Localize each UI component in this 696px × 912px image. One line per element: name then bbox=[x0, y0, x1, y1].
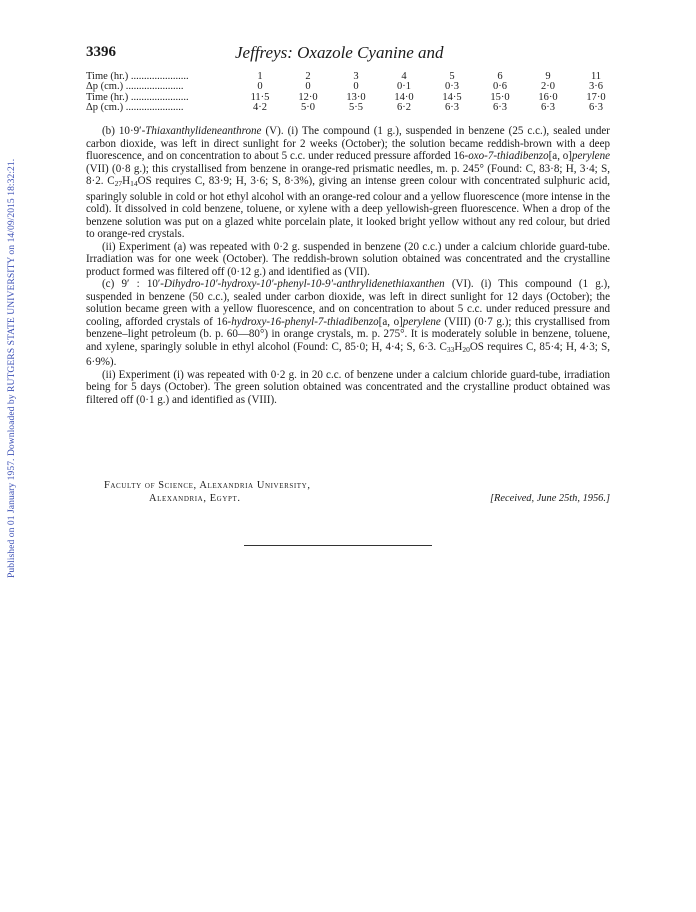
paragraph-c-ii: (ii) Experiment (i) was repeated with 0·2 g. in 20 c.c. of benzene under a calcium chloride guard-tube, irradiation being for 5 days (October). The green solution obtained was concentrated and the crystalline product obtained was filtered off (0·1 g.) and identified as (VIII). bbox=[86, 368, 610, 406]
affiliation-line-2: Alexandria, Egypt. bbox=[149, 493, 241, 504]
table-cell: 5·5 bbox=[349, 102, 363, 114]
table-cell: 14·5 bbox=[442, 91, 462, 103]
table-cell: 6 bbox=[497, 71, 503, 82]
table-cell: 3·6 bbox=[589, 81, 603, 93]
table-cell: 11·5 bbox=[250, 91, 270, 103]
received-date: [Received, June 25th, 1956.] bbox=[489, 493, 610, 504]
compound-vi-name: Dihydro-10′-hydroxy-10′-phenyl-10-9′-anthrylidenethiaxanthen bbox=[163, 278, 445, 290]
table-cell: 5·0 bbox=[301, 102, 315, 114]
table-row-label: Δp (cm.) ...................... bbox=[86, 102, 184, 114]
table-cell: 3 bbox=[353, 71, 359, 82]
table-cell: 15·0 bbox=[490, 91, 510, 103]
table-cell: 0·6 bbox=[493, 81, 507, 93]
table-cell: 2 bbox=[305, 71, 311, 82]
table-cell: 6·3 bbox=[445, 102, 459, 114]
paragraph-b-text-2: (VII) (0·8 g.); this crystallised from benzene in orange-red prismatic needles, m. p. 245° (Found: C, 83·8; H, 3·4; S, 8·2. C bbox=[86, 162, 610, 187]
paragraph-c-text-2: (VIII) (0·7 g.); this crystallised from benzene–light petroleum (b. p. 60—80°) in orange crystals, m. p. 275°. It is moderately soluble in benzene, toluene, and xylene, sparingly soluble in ethyl alcohol (Found: C, 85·0; H, 4·4; S, 6·3. C bbox=[86, 315, 610, 353]
formula-subscript: 14 bbox=[130, 179, 138, 188]
table-row bbox=[86, 103, 620, 113]
table-cell: 4·2 bbox=[253, 102, 267, 114]
paragraph-b-ii: (ii) Experiment (a) was repeated with 0·2 g. suspended in benzene (20 c.c.) under a calcium chloride guard-tube. Irradiation was for one week (October). The reddish-brown solution obtained was concentrated and the crystalline product formed was filtered off (0·12 g.) and identified as (VII). bbox=[86, 240, 610, 278]
table-cell: 6·3 bbox=[541, 102, 555, 114]
table-cell: 5 bbox=[449, 71, 455, 82]
formula-h: H bbox=[454, 340, 463, 353]
compound-vii-bracket: [a, o] bbox=[548, 150, 572, 162]
compound-viii-name: hydroxy-16-phenyl-7-thiadibenzo bbox=[231, 315, 379, 328]
paragraph-c bbox=[86, 278, 610, 369]
table-cell: 6·2 bbox=[397, 102, 411, 114]
affiliation-line-1: Faculty of Science, Alexandria University, bbox=[104, 480, 311, 491]
compound-v-name: Thiaxanthylideneanthrone bbox=[145, 125, 262, 137]
compound-vii-name-end: perylene bbox=[571, 150, 610, 162]
table-row-label: Δp (cm.) ...................... bbox=[86, 81, 184, 93]
download-notice-sidebar bbox=[4, 80, 18, 580]
formula-subscript: 33 bbox=[446, 344, 455, 354]
formula-subscript: 20 bbox=[462, 344, 470, 354]
compound-vii-name: oxo-7-thiadibenzo bbox=[468, 150, 549, 162]
paragraph-c-text: (VI). (i) This compound (1 g.), suspended in benzene (50 c.c.), sealed under carbon dioxide, was left in direct sunlight for 12 days (October); the solution became green with a yellow fluorescence, and on concentration to about 5 c.c. under reduced pressure and cooling, afforded crystals of 16- bbox=[86, 278, 611, 328]
table-cell: 0 bbox=[353, 81, 359, 93]
paragraph-b bbox=[86, 125, 610, 241]
table-row-label: Time (hr.) ...................... bbox=[86, 91, 189, 103]
table-cell: 1 bbox=[257, 71, 263, 82]
formula-h: H bbox=[122, 175, 131, 187]
table-cell: 14·0 bbox=[394, 91, 414, 103]
table-cell: 11 bbox=[590, 71, 602, 82]
compound-viii-name-end: perylene bbox=[402, 315, 441, 328]
table-cell: 6·3 bbox=[589, 102, 603, 114]
table-cell: 17·0 bbox=[586, 91, 606, 103]
page-header bbox=[86, 44, 606, 66]
table-cell: 6·3 bbox=[493, 102, 507, 114]
table-cell: 13·0 bbox=[346, 91, 366, 103]
download-notice-text: Published on 01 January 1957. Downloaded by RUTGERS STATE UNIVERSITY on 14/09/2015 18:32:21. bbox=[6, 158, 17, 578]
formula-subscript: 27 bbox=[114, 179, 123, 188]
paragraph-c-lead: (c) 9′ : 10′- bbox=[102, 278, 164, 290]
pressure-time-table bbox=[86, 72, 620, 114]
page-number: 3396 bbox=[86, 44, 116, 60]
end-rule bbox=[244, 545, 432, 546]
table-cell: 0·1 bbox=[397, 81, 411, 93]
compound-viii-bracket: [a, o] bbox=[378, 315, 403, 328]
table-cell: 12·0 bbox=[298, 91, 318, 103]
table-cell: 0·3 bbox=[445, 81, 459, 93]
table-cell: 9 bbox=[545, 71, 551, 82]
paragraph-c-text-3: OS requires C, 85·4; H, 4·3; S, 6·9%). bbox=[86, 340, 610, 368]
paragraph-b-text: (V). (i) The compound (1 g.), suspended in benzene (25 c.c.), sealed under carbon dioxide, was left in direct sunlight for 2 weeks (October); the solution became reddish-brown with a deep fluorescence, and on concentration to about 5 c.c. under reduced pressure afforded 16- bbox=[86, 125, 610, 162]
table-cell: 0 bbox=[305, 81, 311, 93]
table-cell: 16·0 bbox=[538, 91, 558, 103]
paragraph-b-lead: (b) 10·9′- bbox=[102, 125, 146, 137]
article-body bbox=[86, 125, 610, 406]
table-cell: 4 bbox=[401, 71, 407, 82]
running-title: Jeffreys: Oxazole Cyanine and bbox=[235, 43, 444, 62]
paragraph-b-text-3: OS requires C, 83·9; H, 3·6; S, 8·3%), giving an intense green colour with concentrated sulphuric acid, sparingly soluble in cold or hot ethyl alcohol with an orange-red colour and a yellow fluorescence (more intense in the cold). It dissolved in cold benzene, toluene, or xylene with a deep yellowish-green fluorescence. When a drop of the benzene solution was put on a glazed white porcelain plate, it looked bright yellow without any red colour, but dried to orange-red crystals. bbox=[86, 175, 611, 240]
table-cell: 0 bbox=[257, 81, 263, 93]
table-row-label: Time (hr.) ...................... bbox=[86, 71, 189, 82]
table-cell: 2·0 bbox=[541, 81, 555, 93]
